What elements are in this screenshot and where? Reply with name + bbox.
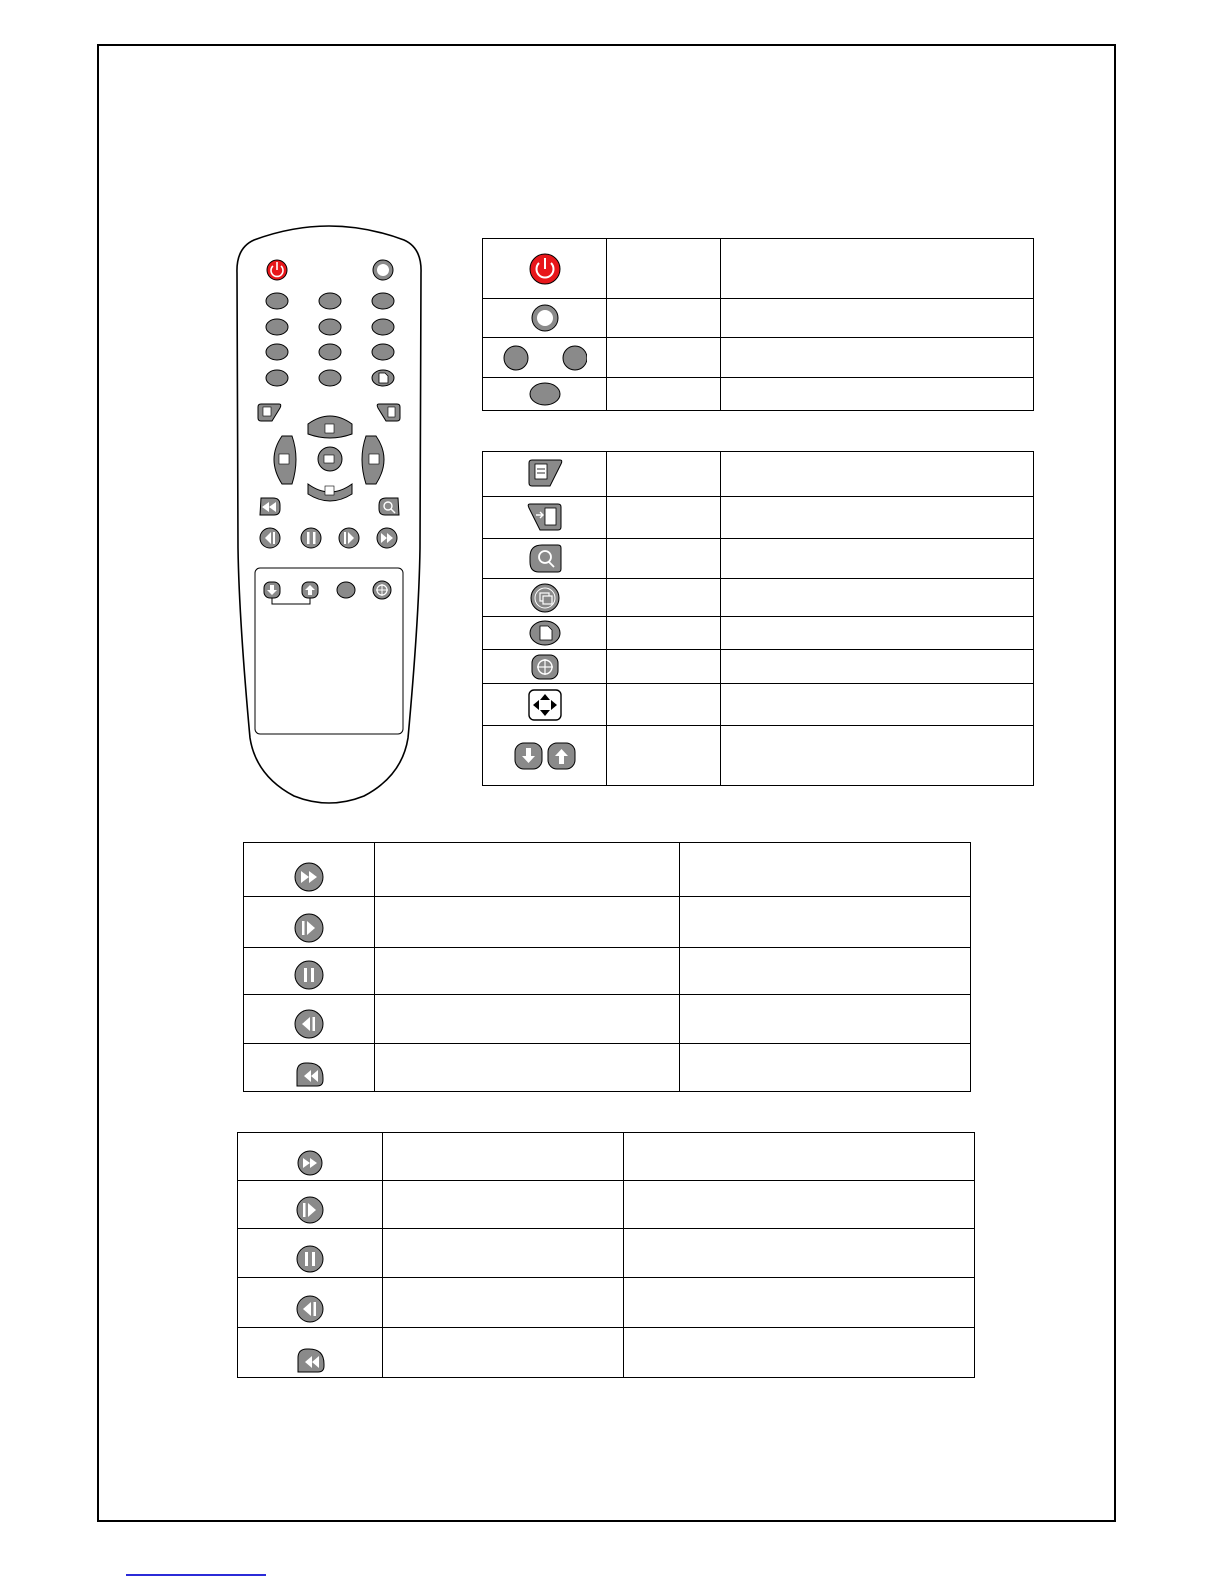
icon-cell [483, 239, 607, 299]
table-row [244, 897, 971, 948]
col-2 [383, 1328, 624, 1378]
key-name [607, 617, 721, 650]
table-function-keys [482, 451, 1034, 786]
icon-cell [483, 452, 607, 497]
table-row [483, 497, 1034, 539]
record-icon[interactable] [373, 260, 393, 280]
step-back-icon[interactable] [260, 528, 280, 548]
table-row [244, 843, 971, 897]
table-row [238, 1328, 975, 1378]
col-3 [680, 897, 971, 948]
icon-cell [483, 650, 607, 684]
icon-cell [238, 1133, 383, 1181]
fast-forward-icon [293, 862, 325, 892]
col-2 [375, 995, 680, 1044]
record-icon [528, 303, 562, 333]
key-name [607, 239, 721, 299]
pause-icon [295, 1245, 325, 1273]
table-playback-keys-2 [237, 1132, 975, 1378]
table-row [244, 995, 971, 1044]
table-row [483, 726, 1034, 786]
fast-forward-icon[interactable] [377, 528, 397, 548]
col-2 [383, 1133, 624, 1181]
step-back-icon [293, 1009, 325, 1039]
col-3 [680, 843, 971, 897]
play-icon [293, 913, 325, 943]
table-row [483, 338, 1034, 378]
table-playback-keys [243, 842, 971, 1092]
key-description [721, 684, 1034, 726]
icon-cell [483, 299, 607, 338]
icon-cell [238, 1278, 383, 1328]
power-icon[interactable] [267, 260, 287, 280]
rewind-icon [293, 1060, 325, 1088]
key-name [607, 684, 721, 726]
key-name [607, 378, 721, 411]
col-3 [624, 1328, 975, 1378]
table-row [483, 579, 1034, 617]
icon-cell [483, 497, 607, 539]
col-2 [383, 1229, 624, 1278]
col-3 [624, 1229, 975, 1278]
table-row [238, 1181, 975, 1229]
zoom-down-icon[interactable] [264, 582, 280, 598]
icon-cell [244, 948, 375, 995]
page-icon [528, 619, 562, 647]
col-3 [624, 1278, 975, 1328]
icon-cell [244, 1044, 375, 1092]
key-description [721, 617, 1034, 650]
step-back-icon [295, 1295, 325, 1323]
icon-cell [483, 579, 607, 617]
icon-cell [483, 338, 607, 378]
footer-link[interactable] [126, 1574, 266, 1576]
direction-icon [527, 688, 563, 722]
icon-cell [244, 995, 375, 1044]
icon-cell [483, 684, 607, 726]
table-row [483, 650, 1034, 684]
icon-cell [483, 726, 607, 786]
key-name [607, 579, 721, 617]
col-2 [375, 1044, 680, 1092]
icon-cell [483, 539, 607, 579]
pause-icon [293, 960, 325, 990]
remote-control-illustration [236, 218, 422, 806]
table-row [483, 452, 1034, 497]
key-description [721, 452, 1034, 497]
key-name [607, 650, 721, 684]
col-3 [680, 1044, 971, 1092]
icon-cell [244, 897, 375, 948]
search-icon [527, 543, 563, 575]
zoom-up-icon[interactable] [302, 582, 318, 598]
pause-icon[interactable] [301, 528, 321, 548]
down-up-icon [512, 740, 578, 772]
rewind-icon[interactable] [260, 498, 280, 515]
display-icon [528, 582, 562, 614]
key-description [721, 497, 1034, 539]
icon-cell [238, 1328, 383, 1378]
col-2 [375, 897, 680, 948]
col-3 [624, 1181, 975, 1229]
col-2 [375, 843, 680, 897]
key-name [607, 452, 721, 497]
key-name [607, 338, 721, 378]
table-basic-keys [482, 238, 1034, 411]
key-name [607, 539, 721, 579]
key-description [721, 299, 1034, 338]
dual-round-keys-icon [503, 343, 587, 373]
page-icon[interactable] [372, 370, 394, 386]
table-row [483, 299, 1034, 338]
table-row [483, 539, 1034, 579]
icon-cell [238, 1229, 383, 1278]
play-icon[interactable] [339, 528, 359, 548]
search-icon[interactable] [379, 498, 399, 515]
table-row [483, 684, 1034, 726]
table-row [238, 1229, 975, 1278]
table-row [483, 617, 1034, 650]
table-row [244, 948, 971, 995]
key-description [721, 239, 1034, 299]
oval-key-icon [528, 381, 562, 407]
col-3 [680, 948, 971, 995]
col-3 [624, 1133, 975, 1181]
icon-cell [483, 617, 607, 650]
key-name [607, 299, 721, 338]
icon-cell [238, 1181, 383, 1229]
ptz-icon [530, 653, 560, 681]
table-row [244, 1044, 971, 1092]
col-3 [680, 995, 971, 1044]
key-name [607, 726, 721, 786]
key-description [721, 338, 1034, 378]
menu-icon [527, 458, 563, 490]
key-description [721, 539, 1034, 579]
key-description [721, 650, 1034, 684]
col-2 [375, 948, 680, 995]
col-2 [383, 1278, 624, 1328]
play-icon [295, 1196, 325, 1224]
table-row [238, 1133, 975, 1181]
key-name [607, 497, 721, 539]
key-description [721, 378, 1034, 411]
exit-icon [527, 502, 563, 534]
rewind-icon [294, 1346, 326, 1374]
icon-cell [244, 843, 375, 897]
power-icon [528, 252, 562, 286]
fast-forward-icon [295, 1150, 325, 1176]
table-row [483, 378, 1034, 411]
key-description [721, 726, 1034, 786]
ptz-icon[interactable] [373, 581, 391, 599]
table-row [483, 239, 1034, 299]
key-description [721, 579, 1034, 617]
icon-cell [483, 378, 607, 411]
col-2 [383, 1181, 624, 1229]
table-row [238, 1278, 975, 1328]
